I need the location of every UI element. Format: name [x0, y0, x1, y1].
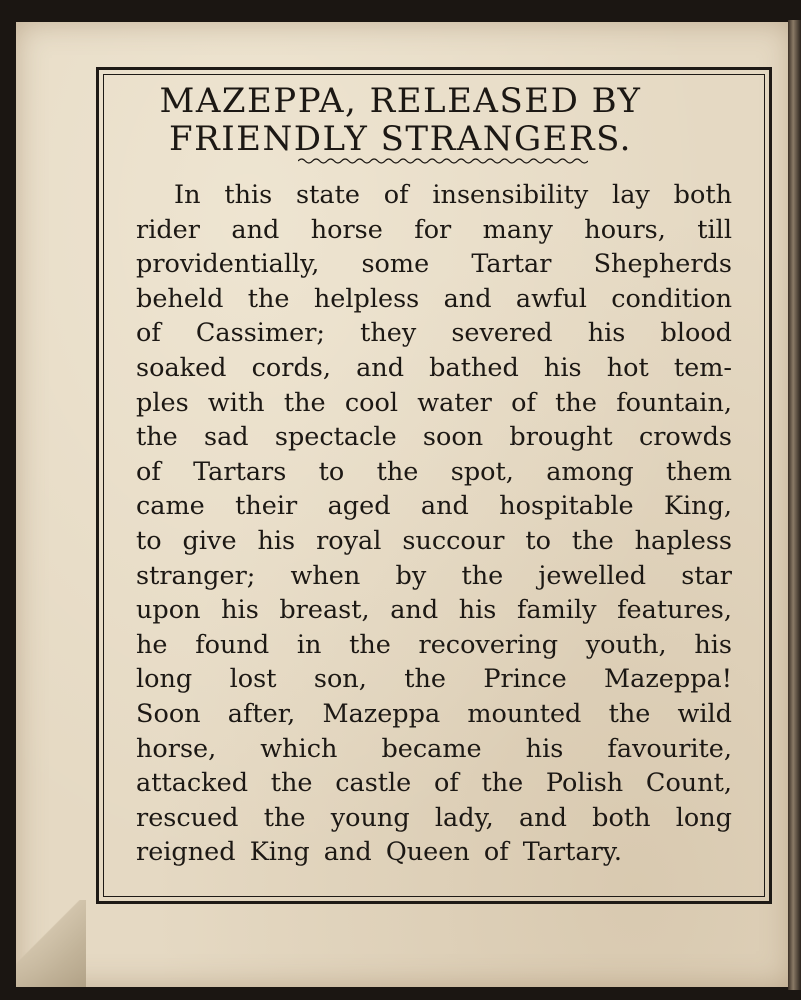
text-line: Soon after, Mazeppa mounted the wild — [136, 698, 732, 729]
text-line: long lost son, the Prince Mazeppa! — [136, 664, 732, 695]
story-paragraph — [136, 178, 732, 870]
text-line: he found in the recovering youth, his — [136, 629, 732, 660]
text-line: to give his royal succour to the hapless — [136, 525, 732, 556]
text-line: beheld the helpless and awful condition — [136, 283, 732, 314]
text-line: In this state of insensibility lay both — [174, 180, 732, 210]
text-line: attacked the castle of the Polish Count, — [136, 768, 732, 799]
title-flourish-rule — [298, 157, 588, 165]
title-line-1: MAZEPPA, RELEASED BY — [159, 81, 642, 121]
title-line-2: FRIENDLY STRANGERS. — [169, 119, 632, 159]
text-line: horse, which became his favourite, — [136, 733, 732, 764]
text-line: of Cassimer; they severed his blood — [136, 318, 732, 349]
text-line: came their aged and hospitable King, — [136, 491, 732, 522]
text-line: the sad spectacle soon brought crowds — [136, 422, 732, 453]
text-line: soaked cords, and bathed his hot tem- — [136, 352, 732, 383]
adjacent-page-edge — [788, 20, 801, 990]
text-line: upon his breast, and his family features, — [136, 595, 732, 626]
text-line: stranger; when by the jewelled star — [136, 560, 732, 591]
text-line: rider and horse for many hours, till — [136, 214, 732, 245]
text-line: reigned King and Queen of Tartary. — [136, 837, 622, 868]
folded-page-corner — [16, 900, 86, 987]
text-line: of Tartars to the spot, among them — [136, 456, 732, 487]
text-line: providentially, some Tartar Shepherds — [136, 249, 732, 280]
text-line: ples with the cool water of the fountain, — [136, 387, 732, 418]
page-title — [40, 82, 761, 158]
text-line: rescued the young lady, and both long — [136, 802, 732, 833]
